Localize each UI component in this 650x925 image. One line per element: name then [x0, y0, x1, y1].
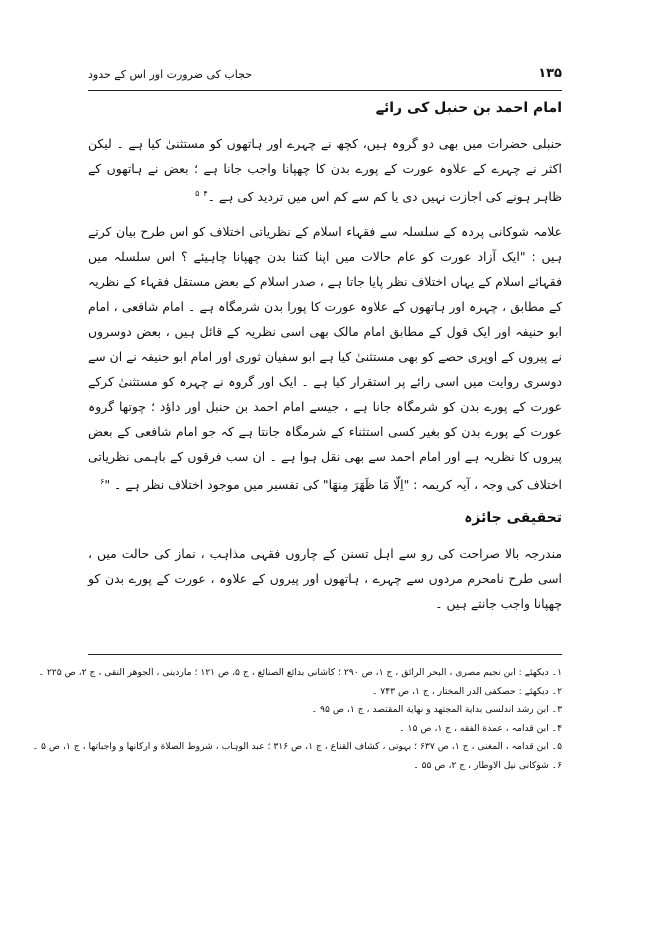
main-text	[88, 97, 562, 626]
running-title: حجاب کی ضرورت اور اس کے حدود	[88, 68, 253, 81]
footnote-ref: ۵	[195, 189, 200, 198]
footnote-ref: ۴	[203, 189, 208, 198]
footnote: ۶۔ شوکانی نیل الاوطار ، ج ۲، ص ۵۵ ۔	[413, 759, 562, 771]
quranic-verse: اِلّا مَا ظَهَرَ مِنهَا	[328, 477, 404, 493]
footnote-ref: ۶	[100, 477, 105, 487]
paragraph-text: " کی تفسیر میں موجود اختلاف نظر ہے ۔ "	[104, 477, 329, 493]
footnote: ۵۔ ابن قدامہ ، المغنی ، ج ۱، ص ۶۳۷ ؛ بہوتی ، کشاف القناع ، ج ۱، ص ۳۱۶ ؛ عبد الوہاب ، شروط الصلاة و ارکانها و واجباتها ، ج ۱، ص ۵ ۔	[32, 741, 562, 753]
paragraph-text: حنبلی حضرات میں بھی دو گروہ ہیں، کچھ نے چہرے اور ہاتھوں کو مستثنیٰ کیا ہے ۔ لیکن اکثر نے چہرے کے علاوہ عورت کے پورے بدن کا چھپانا واجب جانا ہے ؛ بعض نے ہاتھوں کے ظاہر ہونے کی اجازت نہیں دی یا کم سے کم اس میں تردید کی ہے ۔	[88, 136, 562, 205]
paragraph-hanbali-view	[88, 131, 562, 209]
footnote: ۳۔ ابن رشد اندلسی بدایة المجتهد و نهایة المقتصد ، ج ۱، ص ۹۵ ۔	[311, 704, 562, 716]
footnote: ۴۔ ابن قدامہ ، عمدة الفقه ، ج ۱، ص ۱۵ ۔	[399, 722, 562, 734]
section-heading-research-review: تحقیقی جائزہ	[464, 510, 562, 527]
page-number: ۱۳۵	[538, 66, 562, 81]
running-header	[88, 66, 562, 86]
section-heading-ahmad-ibn-hanbal: امام احمد بن حنبل کی رائے	[375, 100, 562, 116]
paragraph-research-review: مندرجہ بالا صراحت کی رو سے اہل تسنن کے چاروں فقہی مذاہب ، نماز کی حالت میں ، اسی طرح نامحرم مردوں سے چہرے ، ہاتھوں اور پیروں کے علاوہ ، عورت کے پورے بدن کو چھپانا واجب جانتے ہیں ۔	[88, 546, 562, 612]
footnote-divider	[88, 654, 562, 655]
header-divider	[88, 90, 562, 91]
footnote: ۲۔ دیکھئے : حصکفی الدر المختار ، ج ۱، ص ۷۴۳ ۔	[371, 685, 562, 697]
paragraph-shawkani-quote	[88, 219, 562, 497]
footnotes	[32, 664, 562, 776]
paragraph-text: علامہ شوکانی پردہ کے سلسلہ سے فقہاء اسلام کے نظریاتی اختلاف کو اس طرح بیان کرتے ہیں : "ایک آزاد عورت کو عام حالات میں اپنا کتنا بدن چھپانا چاہیئے ؟ اس سلسلہ میں فقہائے اسلام کے یہاں اختلاف نظر پایا جاتا ہے ، صدر اسلام کے بعض مستقل فقہاء کے نظریہ کے مطابق ، چہرہ اور ہاتھوں کے علاوہ عورت کا پورا بدن شرمگاہ ہے ۔ امام شافعی ، امام ابو حنیفہ اور ایک قول کے مطابق امام مالک بھی اسی نظریہ کے قائل ہیں ، بعض دوسروں نے پیروں کے اوپری حصے کو بھی مستثنیٰ کیا ہے ابو سفیان ثوری اور امام ابو حنیفہ نے ان سے دوسری روایت میں اسی رائے پر استقرار کیا ہے ۔ ایک اور گروہ نے چہرہ کو مستثنیٰ کرکے عورت کے پورے بدن کو شرمگاہ جانا ہے ، جیسے امام احمد بن حنبل اور داؤد ؛ چوتھا گروہ عورت کے پورے بدن کو بغیر کسی استثناء کے شرمگاہ جانتا ہے کہ جو امام شافعی کے بعض پیروں کا نظریہ ہے اور امام احمد سے بھی نقل ہوا ہے ۔ ان سب فرقوں کے باہمی نظریاتی اختلاف کی وجہ ، آیہ کریمہ : "	[88, 224, 562, 493]
footnote: ۱۔ دیکھئے : ابن نجیم مصری ، البحر الرائق ، ج ۱، ص ۲۹۰ ؛ کاشانی بدائع الصنائع ، ج ۵، ص ۱۲۱ ؛ ماردینی ، الجوهر النقی ، ج ۲، ص ۲۲۵ ۔	[38, 667, 562, 678]
footnote-list	[32, 664, 562, 776]
